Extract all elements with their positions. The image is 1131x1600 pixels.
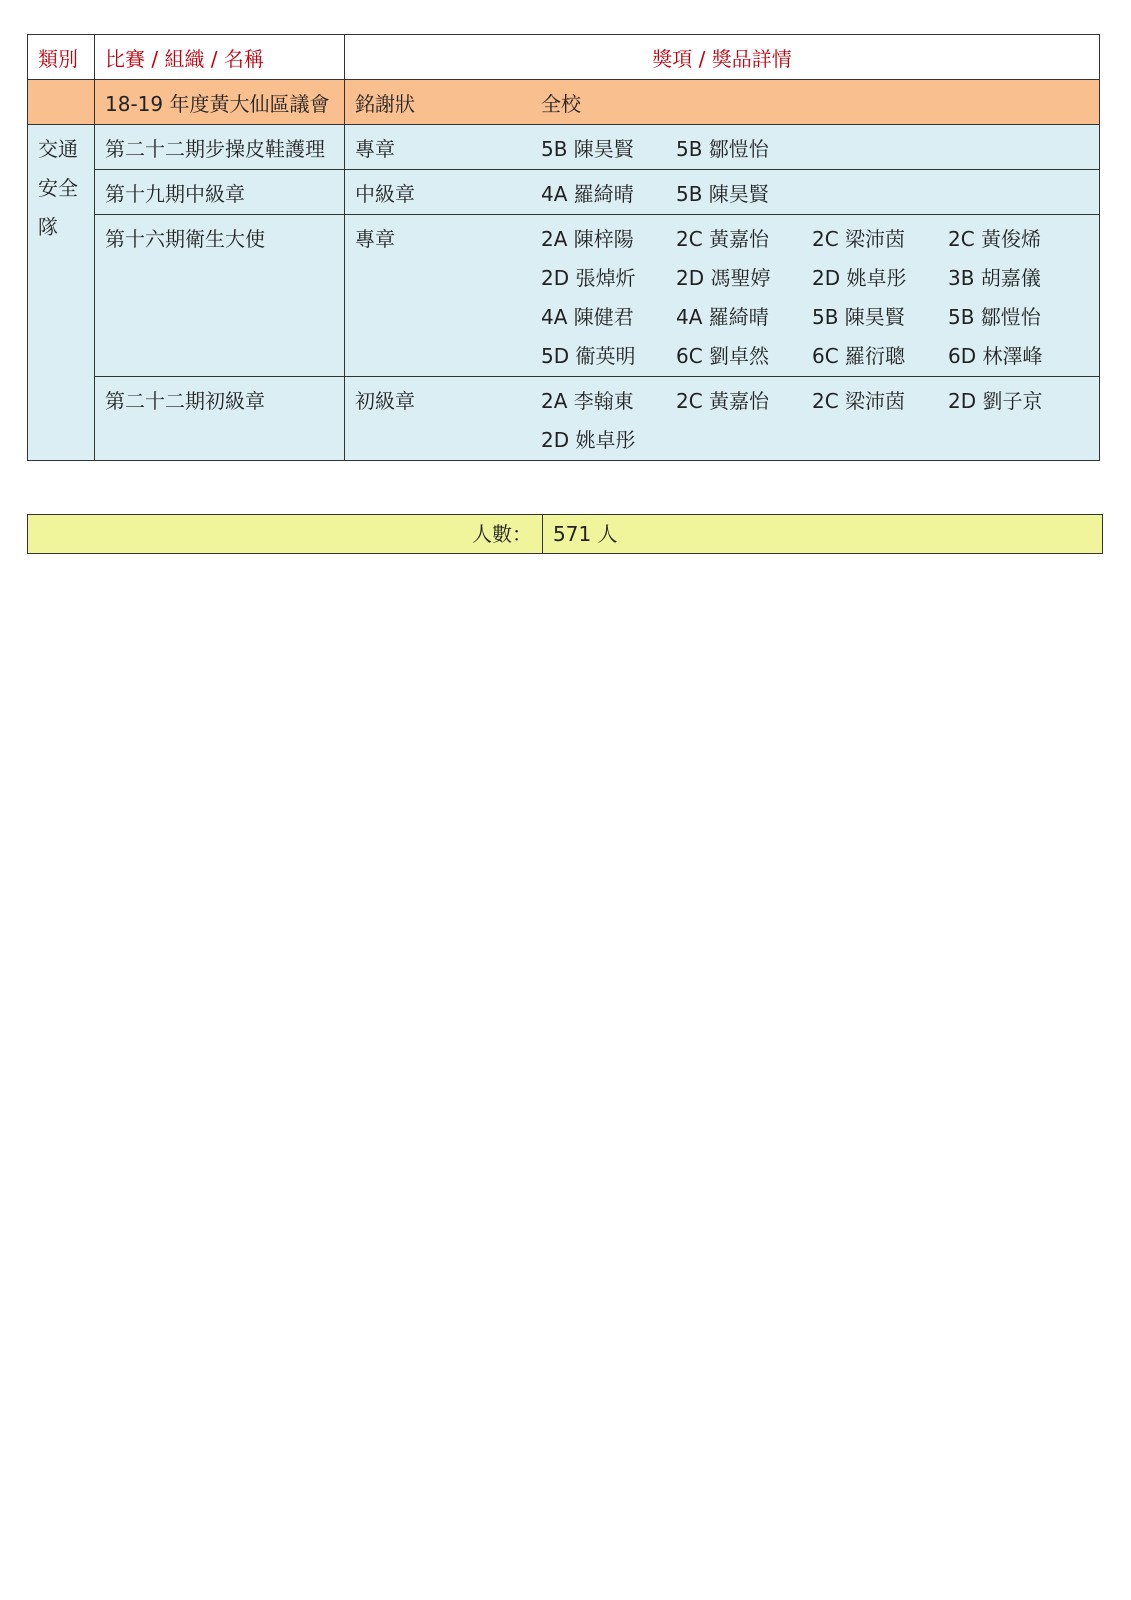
award-type: 專章 xyxy=(355,137,395,161)
category-cell: 交通安全隊 xyxy=(28,125,95,461)
competition-cell: 第十六期衛生大使 xyxy=(95,215,345,377)
recipient: 4A 羅綺晴 xyxy=(676,305,769,329)
recipient: 6D 林澤峰 xyxy=(948,344,1043,368)
table-row xyxy=(28,125,1100,170)
header-award-details: 獎項 / 獎品詳情 xyxy=(345,35,1100,80)
competition-cell: 第二十二期步操皮鞋護理 xyxy=(95,125,345,170)
award-cell xyxy=(345,377,1100,461)
competition-cell: 第十九期中級章 xyxy=(95,170,345,215)
total-row xyxy=(28,515,1103,554)
recipient-list xyxy=(541,85,1078,124)
recipient: 5B 陳昊賢 xyxy=(812,305,905,329)
award-cell xyxy=(345,125,1100,170)
category-cell xyxy=(28,80,95,125)
header-competition: 比賽 / 組織 / 名稱 xyxy=(95,35,345,80)
recipient: 5B 陳昊賢 xyxy=(541,137,634,161)
competition-cell: 18-19 年度黃大仙區議會 xyxy=(95,80,345,125)
recipient: 6C 羅衍聰 xyxy=(812,344,906,368)
total-table xyxy=(27,514,1103,554)
recipient: 2A 李翰東 xyxy=(541,389,634,413)
recipient: 5B 陳昊賢 xyxy=(676,182,769,206)
recipient-list xyxy=(541,220,1078,376)
competition-cell: 第二十二期初級章 xyxy=(95,377,345,461)
table-row xyxy=(28,377,1100,461)
recipient: 2D 馮聖婷 xyxy=(676,266,771,290)
recipient: 2D 姚卓彤 xyxy=(541,428,636,452)
recipient: 2C 黃嘉怡 xyxy=(676,227,770,251)
recipient: 2C 梁沛茵 xyxy=(812,227,906,251)
recipient: 4A 羅綺晴 xyxy=(541,182,634,206)
award-cell xyxy=(345,215,1100,377)
recipient: 2C 黃俊烯 xyxy=(948,227,1042,251)
recipient: 5B 鄒愷怡 xyxy=(948,305,1041,329)
recipient: 6C 劉卓然 xyxy=(676,344,770,368)
recipient-list xyxy=(541,175,1078,214)
award-cell xyxy=(345,80,1100,125)
recipient: 2A 陳梓陽 xyxy=(541,227,634,251)
recipient-list xyxy=(541,382,1078,460)
table-row xyxy=(28,80,1100,125)
table-row xyxy=(28,215,1100,377)
award-type: 中級章 xyxy=(355,182,415,206)
header-category: 類別 xyxy=(28,35,95,80)
recipient: 5B 鄒愷怡 xyxy=(676,137,769,161)
awards-table xyxy=(27,34,1100,461)
award-type: 銘謝狀 xyxy=(355,92,415,116)
recipient: 2D 姚卓彤 xyxy=(812,266,907,290)
recipient: 2D 張焯炘 xyxy=(541,266,636,290)
recipient: 2C 梁沛茵 xyxy=(812,389,906,413)
award-type: 專章 xyxy=(355,227,395,251)
recipient: 全校 xyxy=(541,92,581,116)
recipient: 2C 黃嘉怡 xyxy=(676,389,770,413)
table-header-row xyxy=(28,35,1100,80)
award-type: 初級章 xyxy=(355,389,415,413)
table-row xyxy=(28,170,1100,215)
recipient-list xyxy=(541,130,1078,169)
recipient: 2D 劉子京 xyxy=(948,389,1043,413)
recipient: 4A 陳健君 xyxy=(541,305,634,329)
total-value: 571 人 xyxy=(543,515,1103,554)
total-label: 人數： xyxy=(28,515,543,554)
recipient: 5D 衞英明 xyxy=(541,344,636,368)
recipient: 3B 胡嘉儀 xyxy=(948,266,1041,290)
award-cell xyxy=(345,170,1100,215)
